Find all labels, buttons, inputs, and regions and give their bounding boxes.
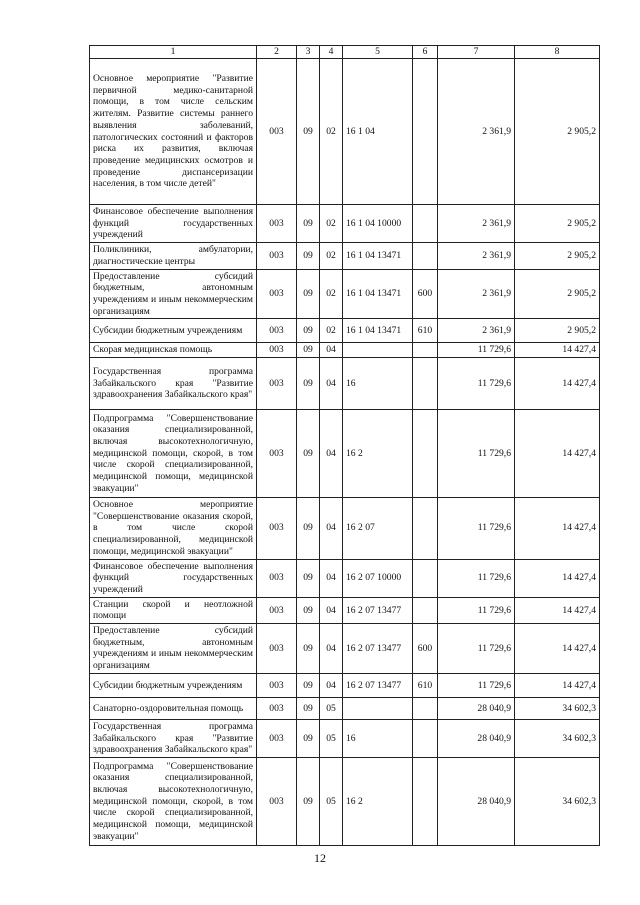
row-vr-cell bbox=[413, 597, 438, 623]
row-csr-cell: 16 1 04 13471 bbox=[343, 243, 413, 269]
table-row bbox=[90, 358, 600, 410]
row-year2-cell: 34 602,3 bbox=[515, 719, 600, 757]
row-year1-cell: 11 729,6 bbox=[438, 559, 515, 597]
table-header-row bbox=[90, 46, 600, 59]
row-year2-cell: 14 427,4 bbox=[515, 597, 600, 623]
row-name-cell: Подпрограмма "Совершенствование оказания специализированной, включая высокотехнологичную, медицинской помощи, скорой, в том числе скорой специализированной, медицинской помощи, медицинской эвакуации" bbox=[90, 410, 257, 498]
row-section-cell: 09 bbox=[297, 243, 320, 269]
row-csr-cell: 16 1 04 bbox=[343, 59, 413, 205]
row-name-cell: Санаторно-оздоровительная помощь bbox=[90, 697, 257, 719]
table-row bbox=[90, 410, 600, 498]
row-section-cell: 09 bbox=[297, 343, 320, 358]
page-corner-mark bbox=[620, 0, 640, 10]
header-cell: 1 bbox=[90, 46, 257, 59]
row-section-cell: 09 bbox=[297, 358, 320, 410]
row-section-cell: 09 bbox=[297, 559, 320, 597]
row-year2-cell: 14 427,4 bbox=[515, 343, 600, 358]
row-vr-cell: 610 bbox=[413, 673, 438, 697]
row-subsection-cell: 05 bbox=[320, 719, 343, 757]
row-code-cell: 003 bbox=[257, 343, 297, 358]
row-code-cell: 003 bbox=[257, 243, 297, 269]
row-year1-cell: 2 361,9 bbox=[438, 243, 515, 269]
row-code-cell: 003 bbox=[257, 597, 297, 623]
row-name-cell: Подпрограмма "Совершенствование оказания специализированной, включая высокотехнологичную, медицинской помощи, скорой, в том числе скорой специализированной, медицинской помощи, медицинской эвакуации" bbox=[90, 757, 257, 845]
row-subsection-cell: 04 bbox=[320, 343, 343, 358]
row-year2-cell: 34 602,3 bbox=[515, 757, 600, 845]
row-code-cell: 003 bbox=[257, 559, 297, 597]
row-code-cell: 003 bbox=[257, 719, 297, 757]
row-code-cell: 003 bbox=[257, 757, 297, 845]
row-year2-cell: 2 905,2 bbox=[515, 205, 600, 243]
row-year1-cell: 11 729,6 bbox=[438, 343, 515, 358]
row-csr-cell: 16 bbox=[343, 719, 413, 757]
row-section-cell: 09 bbox=[297, 319, 320, 343]
row-name-cell: Станции скорой и неотложной помощи bbox=[90, 597, 257, 623]
header-cell: 8 bbox=[515, 46, 600, 59]
table-row bbox=[90, 624, 600, 674]
row-code-cell: 003 bbox=[257, 624, 297, 674]
header-cell: 3 bbox=[297, 46, 320, 59]
row-year1-cell: 28 040,9 bbox=[438, 697, 515, 719]
row-year2-cell: 14 427,4 bbox=[515, 559, 600, 597]
row-csr-cell: 16 2 07 10000 bbox=[343, 559, 413, 597]
row-subsection-cell: 02 bbox=[320, 59, 343, 205]
row-year1-cell: 2 361,9 bbox=[438, 205, 515, 243]
row-vr-cell bbox=[413, 697, 438, 719]
row-year1-cell: 2 361,9 bbox=[438, 319, 515, 343]
row-section-cell: 09 bbox=[297, 719, 320, 757]
row-section-cell: 09 bbox=[297, 624, 320, 674]
row-year1-cell: 2 361,9 bbox=[438, 269, 515, 319]
table-row bbox=[90, 343, 600, 358]
row-year2-cell: 2 905,2 bbox=[515, 319, 600, 343]
row-year1-cell: 11 729,6 bbox=[438, 624, 515, 674]
row-section-cell: 09 bbox=[297, 498, 320, 560]
row-name-cell: Финансовое обеспечение выполнения функций государственных учреждений bbox=[90, 205, 257, 243]
row-section-cell: 09 bbox=[297, 205, 320, 243]
row-vr-cell: 610 bbox=[413, 319, 438, 343]
row-year1-cell: 28 040,9 bbox=[438, 757, 515, 845]
row-subsection-cell: 04 bbox=[320, 410, 343, 498]
row-code-cell: 003 bbox=[257, 697, 297, 719]
header-cell: 5 bbox=[343, 46, 413, 59]
budget-table bbox=[89, 45, 600, 846]
row-csr-cell: 16 2 07 13477 bbox=[343, 673, 413, 697]
row-code-cell: 003 bbox=[257, 269, 297, 319]
row-name-cell: Основное мероприятие "Совершенствование оказания скорой, в том числе скорой специализированной, медицинской помощи, медицинской эвакуации" bbox=[90, 498, 257, 560]
row-section-cell: 09 bbox=[297, 673, 320, 697]
row-csr-cell: 16 2 07 13477 bbox=[343, 597, 413, 623]
table-row bbox=[90, 269, 600, 319]
row-vr-cell: 600 bbox=[413, 269, 438, 319]
row-subsection-cell: 02 bbox=[320, 319, 343, 343]
row-year1-cell: 2 361,9 bbox=[438, 59, 515, 205]
row-subsection-cell: 05 bbox=[320, 697, 343, 719]
row-csr-cell: 16 2 07 13477 bbox=[343, 624, 413, 674]
table-row bbox=[90, 719, 600, 757]
table-row bbox=[90, 559, 600, 597]
row-code-cell: 003 bbox=[257, 498, 297, 560]
page-number: 12 bbox=[314, 851, 326, 865]
row-year2-cell: 2 905,2 bbox=[515, 269, 600, 319]
table-row bbox=[90, 757, 600, 845]
row-code-cell: 003 bbox=[257, 673, 297, 697]
row-year1-cell: 11 729,6 bbox=[438, 410, 515, 498]
row-name-cell: Основное мероприятие "Развитие первичной медико-санитарной помощи, в том числе сельским жителям. Развитие системы раннего выявления заболеваний, патологических состояний и факторов риска их развития, включая проведение медицинских осмотров и проведение диспансеризации населения, в том числе детей" bbox=[90, 59, 257, 205]
row-section-cell: 09 bbox=[297, 59, 320, 205]
header-cell: 6 bbox=[413, 46, 438, 59]
row-csr-cell: 16 1 04 13471 bbox=[343, 269, 413, 319]
row-name-cell: Поликлиники, амбулатории, диагностические центры bbox=[90, 243, 257, 269]
row-year1-cell: 11 729,6 bbox=[438, 673, 515, 697]
row-year2-cell: 14 427,4 bbox=[515, 498, 600, 560]
row-subsection-cell: 04 bbox=[320, 559, 343, 597]
row-section-cell: 09 bbox=[297, 410, 320, 498]
row-vr-cell bbox=[413, 205, 438, 243]
row-vr-cell bbox=[413, 343, 438, 358]
row-csr-cell: 16 2 bbox=[343, 757, 413, 845]
header-cell: 2 bbox=[257, 46, 297, 59]
row-subsection-cell: 04 bbox=[320, 498, 343, 560]
row-subsection-cell: 05 bbox=[320, 757, 343, 845]
row-subsection-cell: 02 bbox=[320, 243, 343, 269]
row-subsection-cell: 04 bbox=[320, 358, 343, 410]
row-vr-cell: 600 bbox=[413, 624, 438, 674]
row-vr-cell bbox=[413, 410, 438, 498]
table-row bbox=[90, 319, 600, 343]
table-row bbox=[90, 243, 600, 269]
row-name-cell: Субсидии бюджетным учреждениям bbox=[90, 673, 257, 697]
row-section-cell: 09 bbox=[297, 269, 320, 319]
row-code-cell: 003 bbox=[257, 358, 297, 410]
row-csr-cell: 16 1 04 13471 bbox=[343, 319, 413, 343]
table-row bbox=[90, 59, 600, 205]
row-name-cell: Предоставление субсидий бюджетным, автономным учреждениям и иным некоммерческим организациям bbox=[90, 269, 257, 319]
table-row bbox=[90, 498, 600, 560]
row-csr-cell bbox=[343, 343, 413, 358]
row-name-cell: Государственная программа Забайкальского края "Развитие здравоохранения Забайкальского края" bbox=[90, 719, 257, 757]
row-vr-cell bbox=[413, 243, 438, 269]
table-row bbox=[90, 205, 600, 243]
row-subsection-cell: 02 bbox=[320, 205, 343, 243]
row-year1-cell: 11 729,6 bbox=[438, 498, 515, 560]
row-year2-cell: 2 905,2 bbox=[515, 243, 600, 269]
row-code-cell: 003 bbox=[257, 410, 297, 498]
row-year2-cell: 14 427,4 bbox=[515, 624, 600, 674]
row-vr-cell bbox=[413, 757, 438, 845]
row-csr-cell: 16 2 07 bbox=[343, 498, 413, 560]
row-subsection-cell: 04 bbox=[320, 597, 343, 623]
row-year2-cell: 2 905,2 bbox=[515, 59, 600, 205]
row-csr-cell: 16 bbox=[343, 358, 413, 410]
row-vr-cell bbox=[413, 719, 438, 757]
row-year2-cell: 14 427,4 bbox=[515, 410, 600, 498]
row-year1-cell: 11 729,6 bbox=[438, 597, 515, 623]
table-row bbox=[90, 697, 600, 719]
table-row bbox=[90, 673, 600, 697]
row-name-cell: Субсидии бюджетным учреждениям bbox=[90, 319, 257, 343]
row-year2-cell: 14 427,4 bbox=[515, 673, 600, 697]
table-row bbox=[90, 597, 600, 623]
row-csr-cell: 16 1 04 10000 bbox=[343, 205, 413, 243]
header-cell: 7 bbox=[438, 46, 515, 59]
row-csr-cell: 16 2 bbox=[343, 410, 413, 498]
row-vr-cell bbox=[413, 358, 438, 410]
row-vr-cell bbox=[413, 498, 438, 560]
row-year2-cell: 14 427,4 bbox=[515, 358, 600, 410]
row-code-cell: 003 bbox=[257, 59, 297, 205]
row-name-cell: Финансовое обеспечение выполнения функций государственных учреждений bbox=[90, 559, 257, 597]
row-name-cell: Скорая медицинская помощь bbox=[90, 343, 257, 358]
row-section-cell: 09 bbox=[297, 757, 320, 845]
row-name-cell: Предоставление субсидий бюджетным, автономным учреждениям и иным некоммерческим организациям bbox=[90, 624, 257, 674]
row-year1-cell: 28 040,9 bbox=[438, 719, 515, 757]
row-code-cell: 003 bbox=[257, 205, 297, 243]
row-section-cell: 09 bbox=[297, 597, 320, 623]
row-section-cell: 09 bbox=[297, 697, 320, 719]
row-code-cell: 003 bbox=[257, 319, 297, 343]
row-subsection-cell: 02 bbox=[320, 269, 343, 319]
row-subsection-cell: 04 bbox=[320, 673, 343, 697]
row-subsection-cell: 04 bbox=[320, 624, 343, 674]
table-body bbox=[90, 59, 600, 846]
row-year1-cell: 11 729,6 bbox=[438, 358, 515, 410]
row-vr-cell bbox=[413, 59, 438, 205]
header-cell: 4 bbox=[320, 46, 343, 59]
row-year2-cell: 34 602,3 bbox=[515, 697, 600, 719]
row-vr-cell bbox=[413, 559, 438, 597]
row-name-cell: Государственная программа Забайкальского края "Развитие здравоохранения Забайкальского края" bbox=[90, 358, 257, 410]
row-csr-cell bbox=[343, 697, 413, 719]
